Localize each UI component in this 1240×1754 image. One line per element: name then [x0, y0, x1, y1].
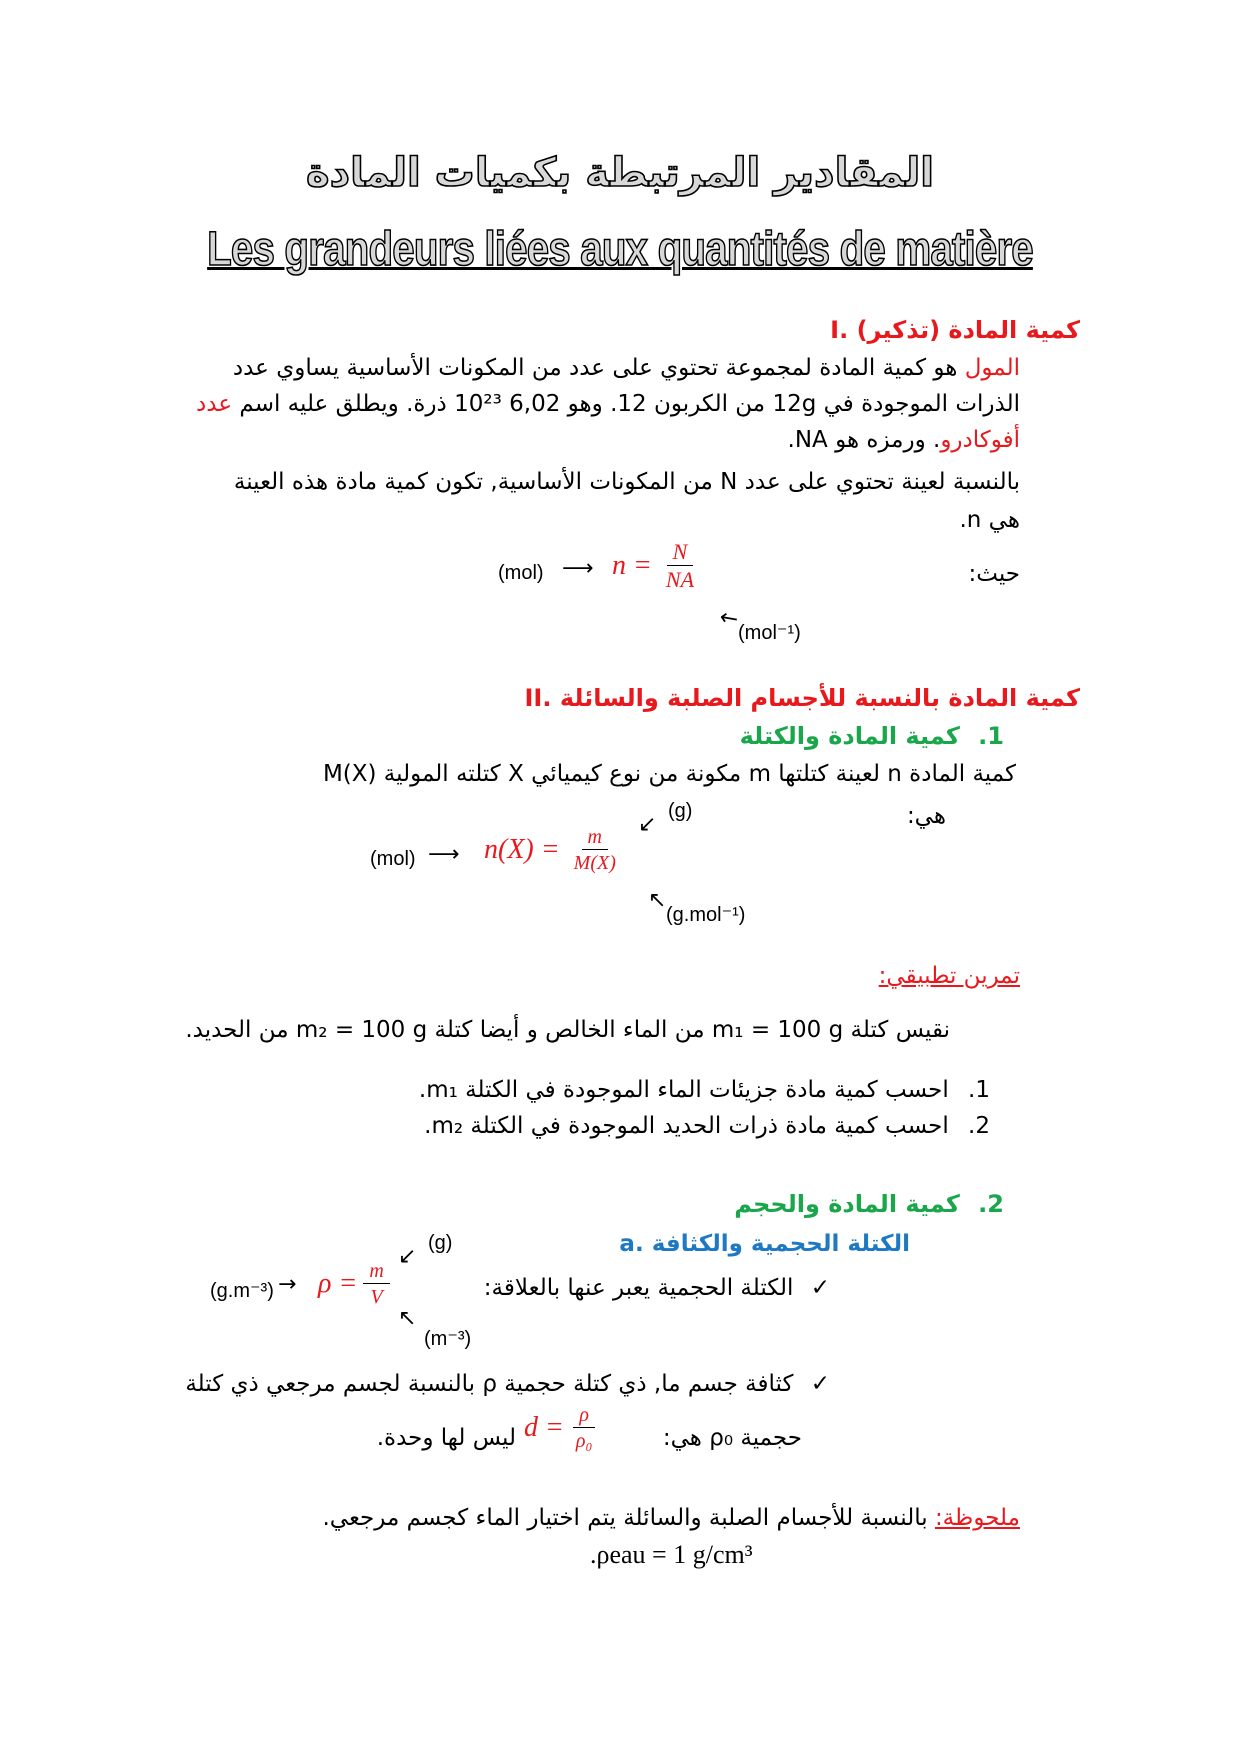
check-icon: ✓ [810, 1275, 830, 1301]
unit-mol-1: (mol) [498, 562, 544, 584]
formula-nx-den: M(X) [573, 852, 616, 874]
formula-nx [484, 826, 622, 874]
formula-nx-fraction [568, 826, 622, 874]
formula-d-den: ρ₀ [575, 1430, 593, 1452]
formula-rho-den: V [370, 1286, 383, 1308]
formula-d [524, 1404, 598, 1452]
bullet1 [330, 1270, 830, 1306]
exercise-heading: تمرين تطبيقي: [878, 963, 1020, 989]
title-arabic: المقادير المرتبطة بكميات المادة [306, 150, 934, 196]
water-density-formula: .ρeau = 1 g/cm³ [590, 1540, 753, 1569]
section2-title: كمية المادة بالنسبة للأجسام الصلبة والسائلة [559, 684, 1080, 712]
formula-rho-lhs: ρ = [318, 1268, 358, 1299]
sub1-number: 1. [978, 722, 1004, 750]
section1-paragraph-line3 [160, 422, 1020, 458]
red-number-word: عدد [196, 391, 233, 417]
where-label: حيث: [968, 561, 1020, 587]
p1-line2: الذرات الموجودة في 12g من الكربون 12. وهو 6,02 10²³ ذرة. ويطلق عليه اسم [239, 391, 1020, 417]
mass-text: كمية المادة n لعينة كتلتها m مكونة من نوع كيميائي X كتلته المولية M(X) [322, 761, 1016, 787]
formula-rho-num: m [363, 1260, 389, 1284]
unit-g-2: (g) [428, 1232, 453, 1254]
section1-heading [180, 312, 1080, 348]
section2-heading [180, 680, 1080, 716]
mole-word: المول [964, 355, 1020, 381]
exercise-num-2: 2. [968, 1113, 990, 1139]
sub2-heading [504, 1186, 1004, 1222]
unit-mol-2: (mol) [370, 848, 416, 870]
exercise-item-1 [290, 1072, 990, 1108]
unit-m3: (m⁻³) [424, 1328, 472, 1350]
formula-d-lhs: d = [524, 1412, 564, 1443]
arrow-right-icon: ⟶ [562, 556, 594, 581]
section1-paragraph-line1 [160, 350, 1020, 386]
section1-title: كمية المادة (تذكير) [856, 316, 1080, 344]
symbol-text: . ورمزه هو NA. [787, 427, 941, 453]
p1-line1: هو كمية المادة لمجموعة تحتوي على عدد من المكونات الأساسية يساوي عدد [232, 355, 958, 381]
sub2-title: كمية المادة والحجم [734, 1190, 960, 1218]
sub2-number: 2. [978, 1190, 1004, 1218]
exercise-statement: نقيس كتلة m₁ = 100 g من الماء الخالص و أيضا كتلة m₂ = 100 g من الحديد. [185, 1017, 950, 1043]
formula-n [612, 540, 700, 592]
arrow-down-left-icon: ↙ [398, 1244, 417, 1269]
sub-a-heading [410, 1226, 910, 1262]
section1-number: I. [830, 316, 849, 344]
formula-n-num: N [667, 540, 694, 566]
arrow-right-icon: ⟶ [428, 842, 460, 867]
check-icon: ✓ [810, 1371, 830, 1397]
formula-d-fraction [570, 1404, 599, 1452]
note-label: ملحوظة: [934, 1505, 1020, 1531]
no-unit-text: ليس لها وحدة. [376, 1425, 516, 1451]
bullet2-line1: كثافة جسم ما, ذي كتلة حجمية ρ بالنسبة لجسم مرجعي ذي كتلة [185, 1371, 794, 1397]
unit-gmol: (g.mol⁻¹) [666, 904, 746, 926]
sub-a-number: a. [619, 1231, 644, 1257]
formula-nx-num: m [582, 826, 608, 850]
unit-per-mol: (mol⁻¹) [738, 622, 801, 644]
formula-n-fraction [660, 540, 700, 592]
sub1-title: كمية المادة والكتلة [739, 722, 960, 750]
formula-n-den: NA [665, 567, 695, 593]
exercise-item-2 [290, 1108, 990, 1144]
bullet1-text: الكتلة الحجمية يعبر عنها بالعلاقة: [483, 1275, 794, 1301]
section1-paragraph-line2 [160, 386, 1020, 422]
arrow-up-left-icon: ↖ [398, 1306, 417, 1331]
bullet2-line2: حجمية ρ₀ هي: [662, 1425, 802, 1451]
formula-n-lhs: n = [612, 550, 652, 582]
exercise-text-2: احسب كمية مادة ذرات الحديد الموجودة في الكتلة m₂. [424, 1113, 949, 1139]
bullet2 [30, 1366, 830, 1402]
sub1-heading [504, 718, 1004, 754]
is-label: هي: [906, 803, 946, 829]
arrow-down-left-icon: ↙ [638, 812, 657, 837]
avogadro-word: أفوكادرو [940, 427, 1020, 453]
note-text: بالنسبة للأجسام الصلبة والسائلة يتم اختيار الماء كجسم مرجعي. [322, 1505, 928, 1531]
title-french: Les grandeurs liées aux quantités de matière [207, 223, 1033, 276]
sub-a-title: الكتلة الحجمية والكثافة [651, 1231, 910, 1257]
p2-line1: بالنسبة لعينة تحتوي على عدد N من المكونات الأساسية, تكون كمية مادة هذه العينة [233, 469, 1020, 495]
section2-number: II. [524, 684, 552, 712]
note [160, 1500, 1020, 1536]
p2-line2: هي n. [959, 507, 1020, 533]
unit-gm3: (g.m⁻³) [210, 1280, 274, 1302]
exercise-text-1: احسب كمية مادة جزيئات الماء الموجودة في الكتلة m₁. [418, 1077, 949, 1103]
unit-g-1: (g) [668, 800, 693, 822]
exercise-num-1: 1. [968, 1077, 990, 1103]
arrow-diag-icon: ↖ [714, 602, 744, 635]
arrow-up-left-icon: ↖ [648, 888, 667, 913]
formula-d-num: ρ [573, 1404, 595, 1428]
arrow-right-icon: → [278, 1272, 297, 1297]
formula-nx-lhs: n(X) = [484, 834, 560, 865]
